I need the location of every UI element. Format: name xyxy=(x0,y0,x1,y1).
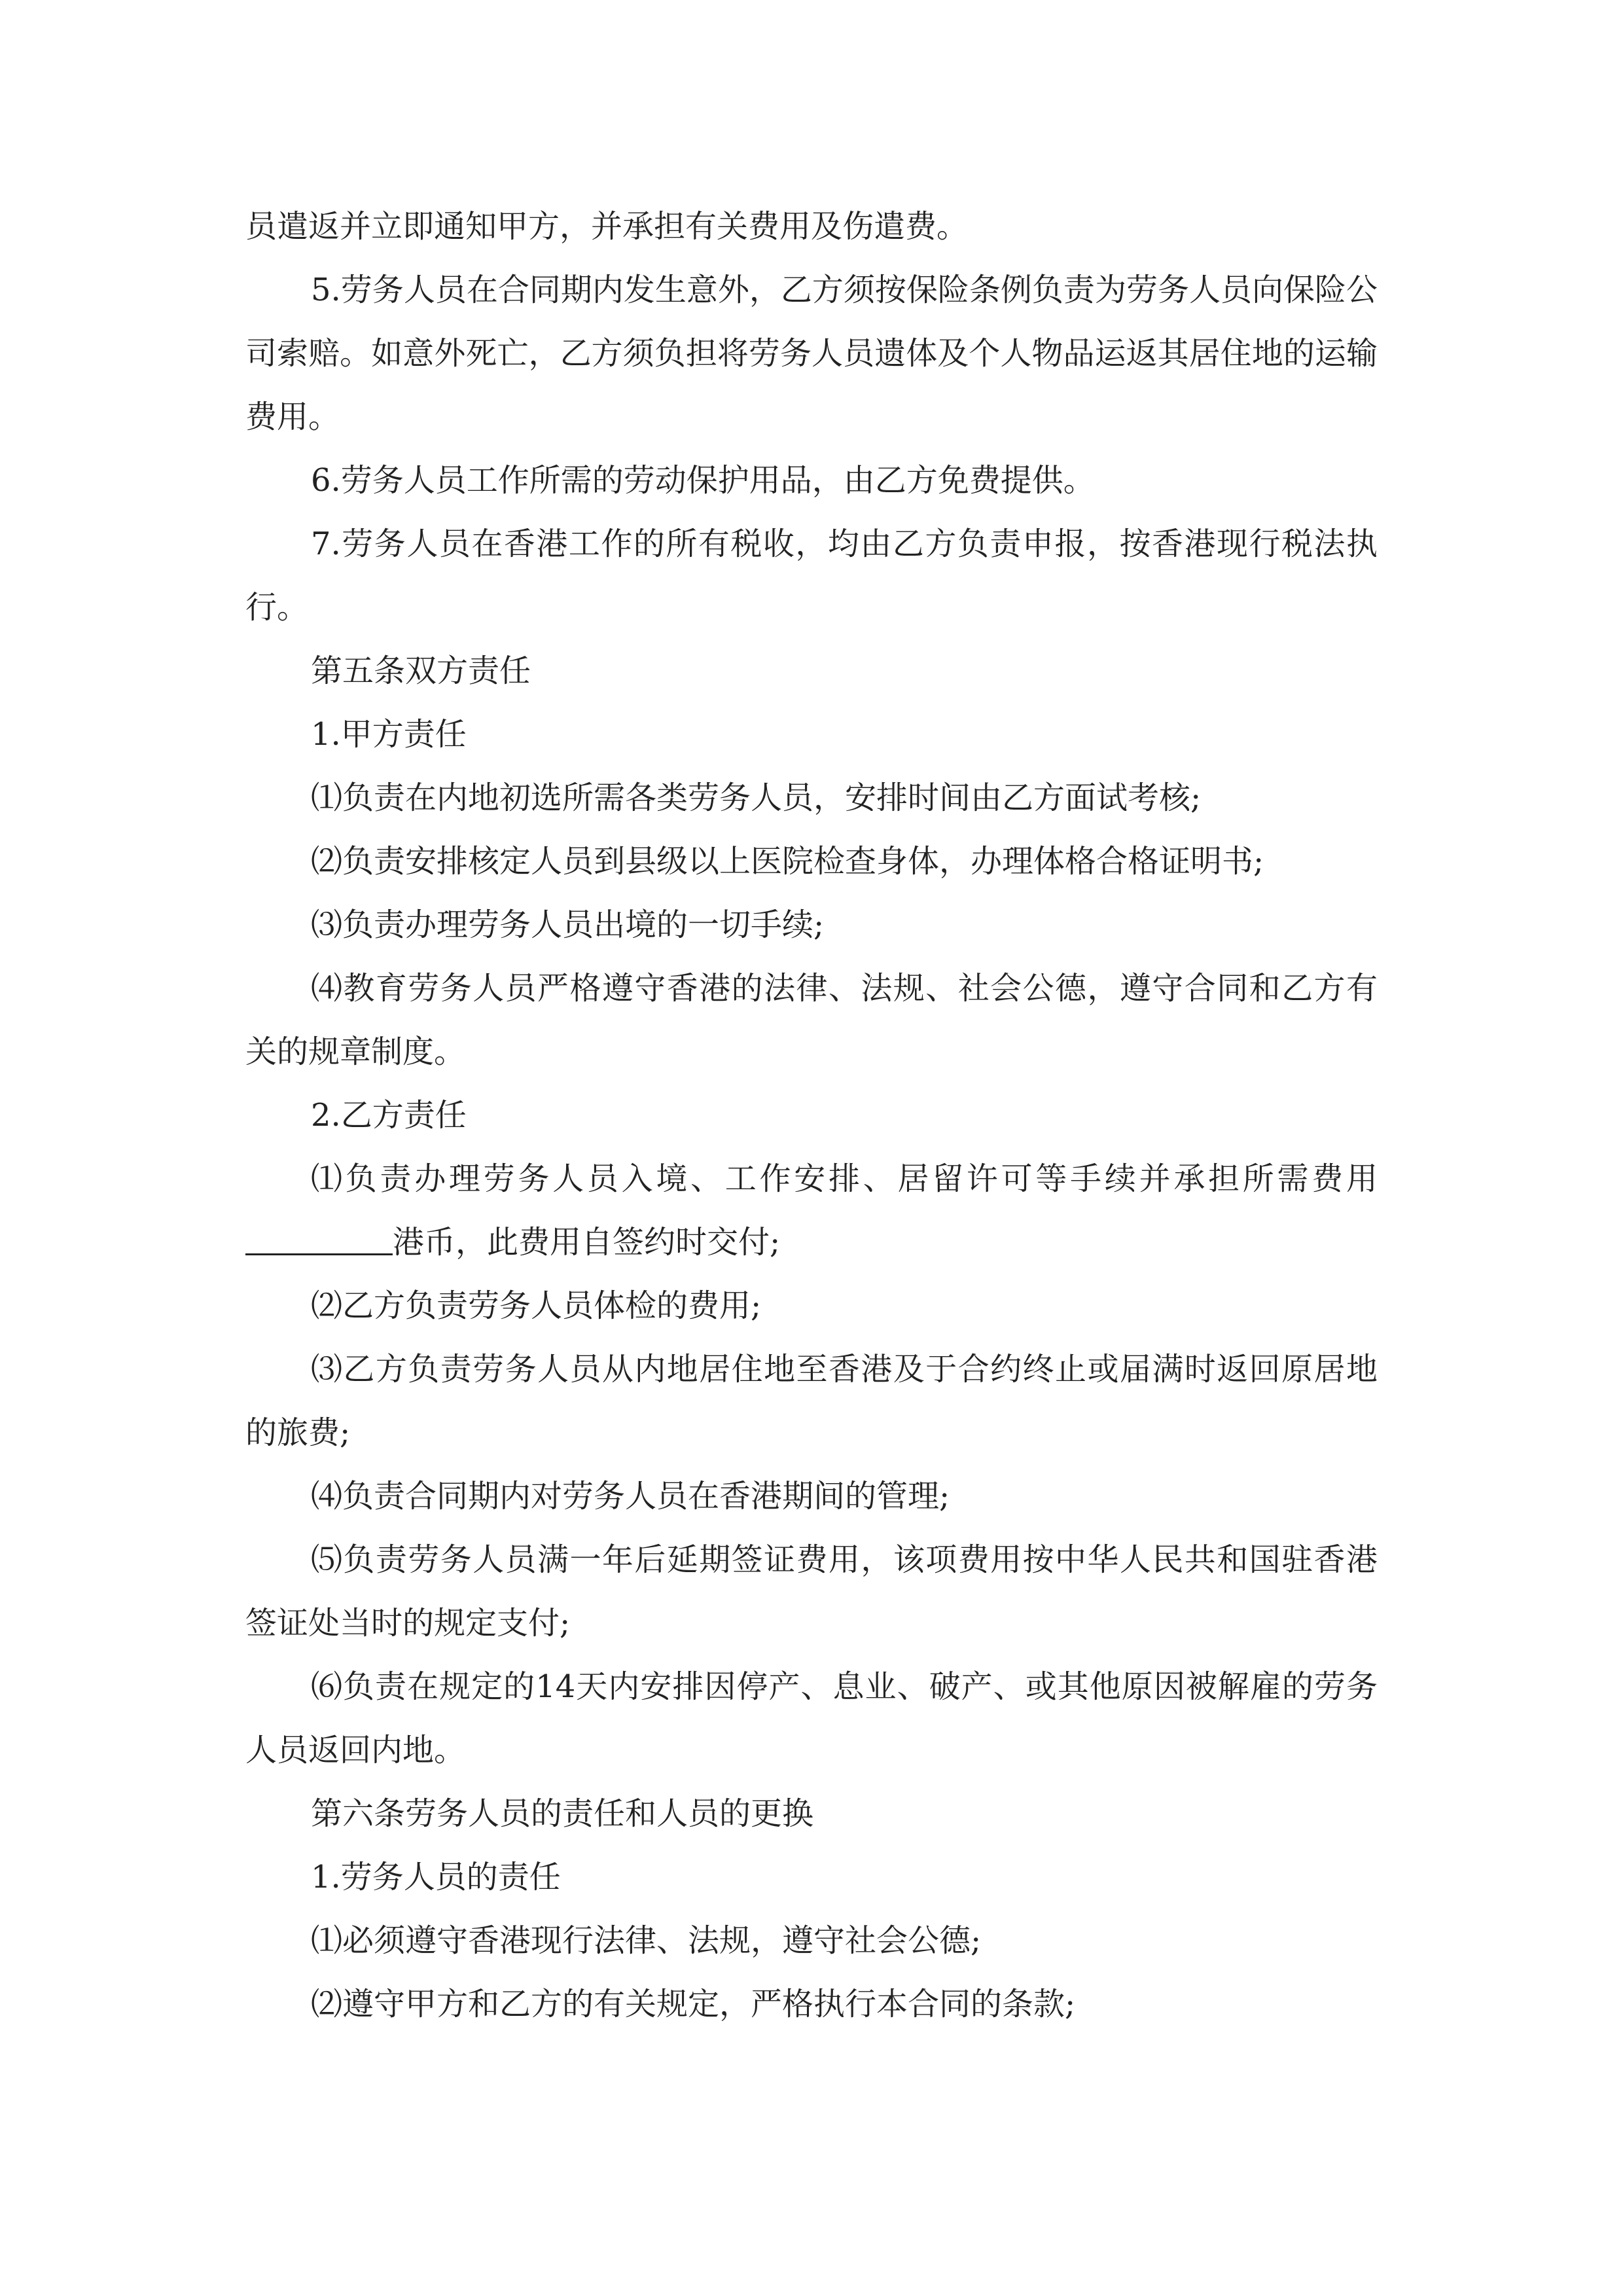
fill-in-blank[interactable] xyxy=(245,1222,393,1255)
paragraph-text: ⑴负责办理劳务人员入境、工作安排、居留许可等手续并承担所需费用 xyxy=(311,1160,1378,1197)
paragraph: 员遣返并立即通知甲方，并承担有关费用及伤遣费。 xyxy=(245,208,969,245)
paragraph: ⑹负责在规定的14天内安排因停产、息业、破产、或其他原因被解雇的劳务人员返回内地。 xyxy=(245,1668,1378,1768)
paragraph: ⑵负责安排核定人员到县级以上医院检查身体，办理体格合格证明书; xyxy=(311,843,1264,880)
paragraph: ⑷负责合同期内对劳务人员在香港期间的管理; xyxy=(311,1478,950,1515)
document-page xyxy=(245,195,1378,2036)
paragraph: 6.劳务人员工作所需的劳动保护用品，由乙方免费提供。 xyxy=(311,462,1095,499)
paragraph: 7.劳务人员在香港工作的所有税收，均由乙方负责申报，按香港现行税法执行。 xyxy=(245,526,1378,626)
subsection-heading: 1.劳务人员的责任 xyxy=(311,1859,561,1895)
paragraph: ⑴必须遵守香港现行法律、法规，遵守社会公德; xyxy=(311,1922,982,1959)
paragraph-text-after-blank: 港币，此费用自签约时交付; xyxy=(393,1224,781,1261)
paragraph: 5.劳务人员在合同期内发生意外，乙方须按保险条例负责为劳务人员向保险公司索赔。如意外死亡，乙方须负担将劳务人员遗体及个人物品运返其居住地的运输费用。 xyxy=(245,272,1378,435)
paragraph: ⑶负责办理劳务人员出境的一切手续; xyxy=(311,906,825,943)
paragraph: ⑷教育劳务人员严格遵守香港的法律、法规、社会公德，遵守合同和乙方有关的规章制度。 xyxy=(245,970,1378,1070)
paragraph: ⑵乙方负责劳务人员体检的费用; xyxy=(311,1287,762,1324)
paragraph: ⑶乙方负责劳务人员从内地居住地至香港及于合约终止或届满时返回原居地的旅费; xyxy=(245,1351,1378,1451)
paragraph-with-blank xyxy=(245,1147,1378,1274)
section-heading: 第六条劳务人员的责任和人员的更换 xyxy=(311,1795,814,1832)
section-heading: 第五条双方责任 xyxy=(311,653,531,689)
paragraph: ⑵遵守甲方和乙方的有关规定，严格执行本合同的条款; xyxy=(311,1986,1076,2022)
paragraph: ⑴负责在内地初选所需各类劳务人员，安排时间由乙方面试考核; xyxy=(311,780,1202,816)
subsection-heading: 1.甲方责任 xyxy=(311,716,467,753)
subsection-heading: 2.乙方责任 xyxy=(311,1097,467,1134)
paragraph: ⑸负责劳务人员满一年后延期签证费用，该项费用按中华人民共和国驻香港签证处当时的规定支付; xyxy=(245,1541,1378,1641)
